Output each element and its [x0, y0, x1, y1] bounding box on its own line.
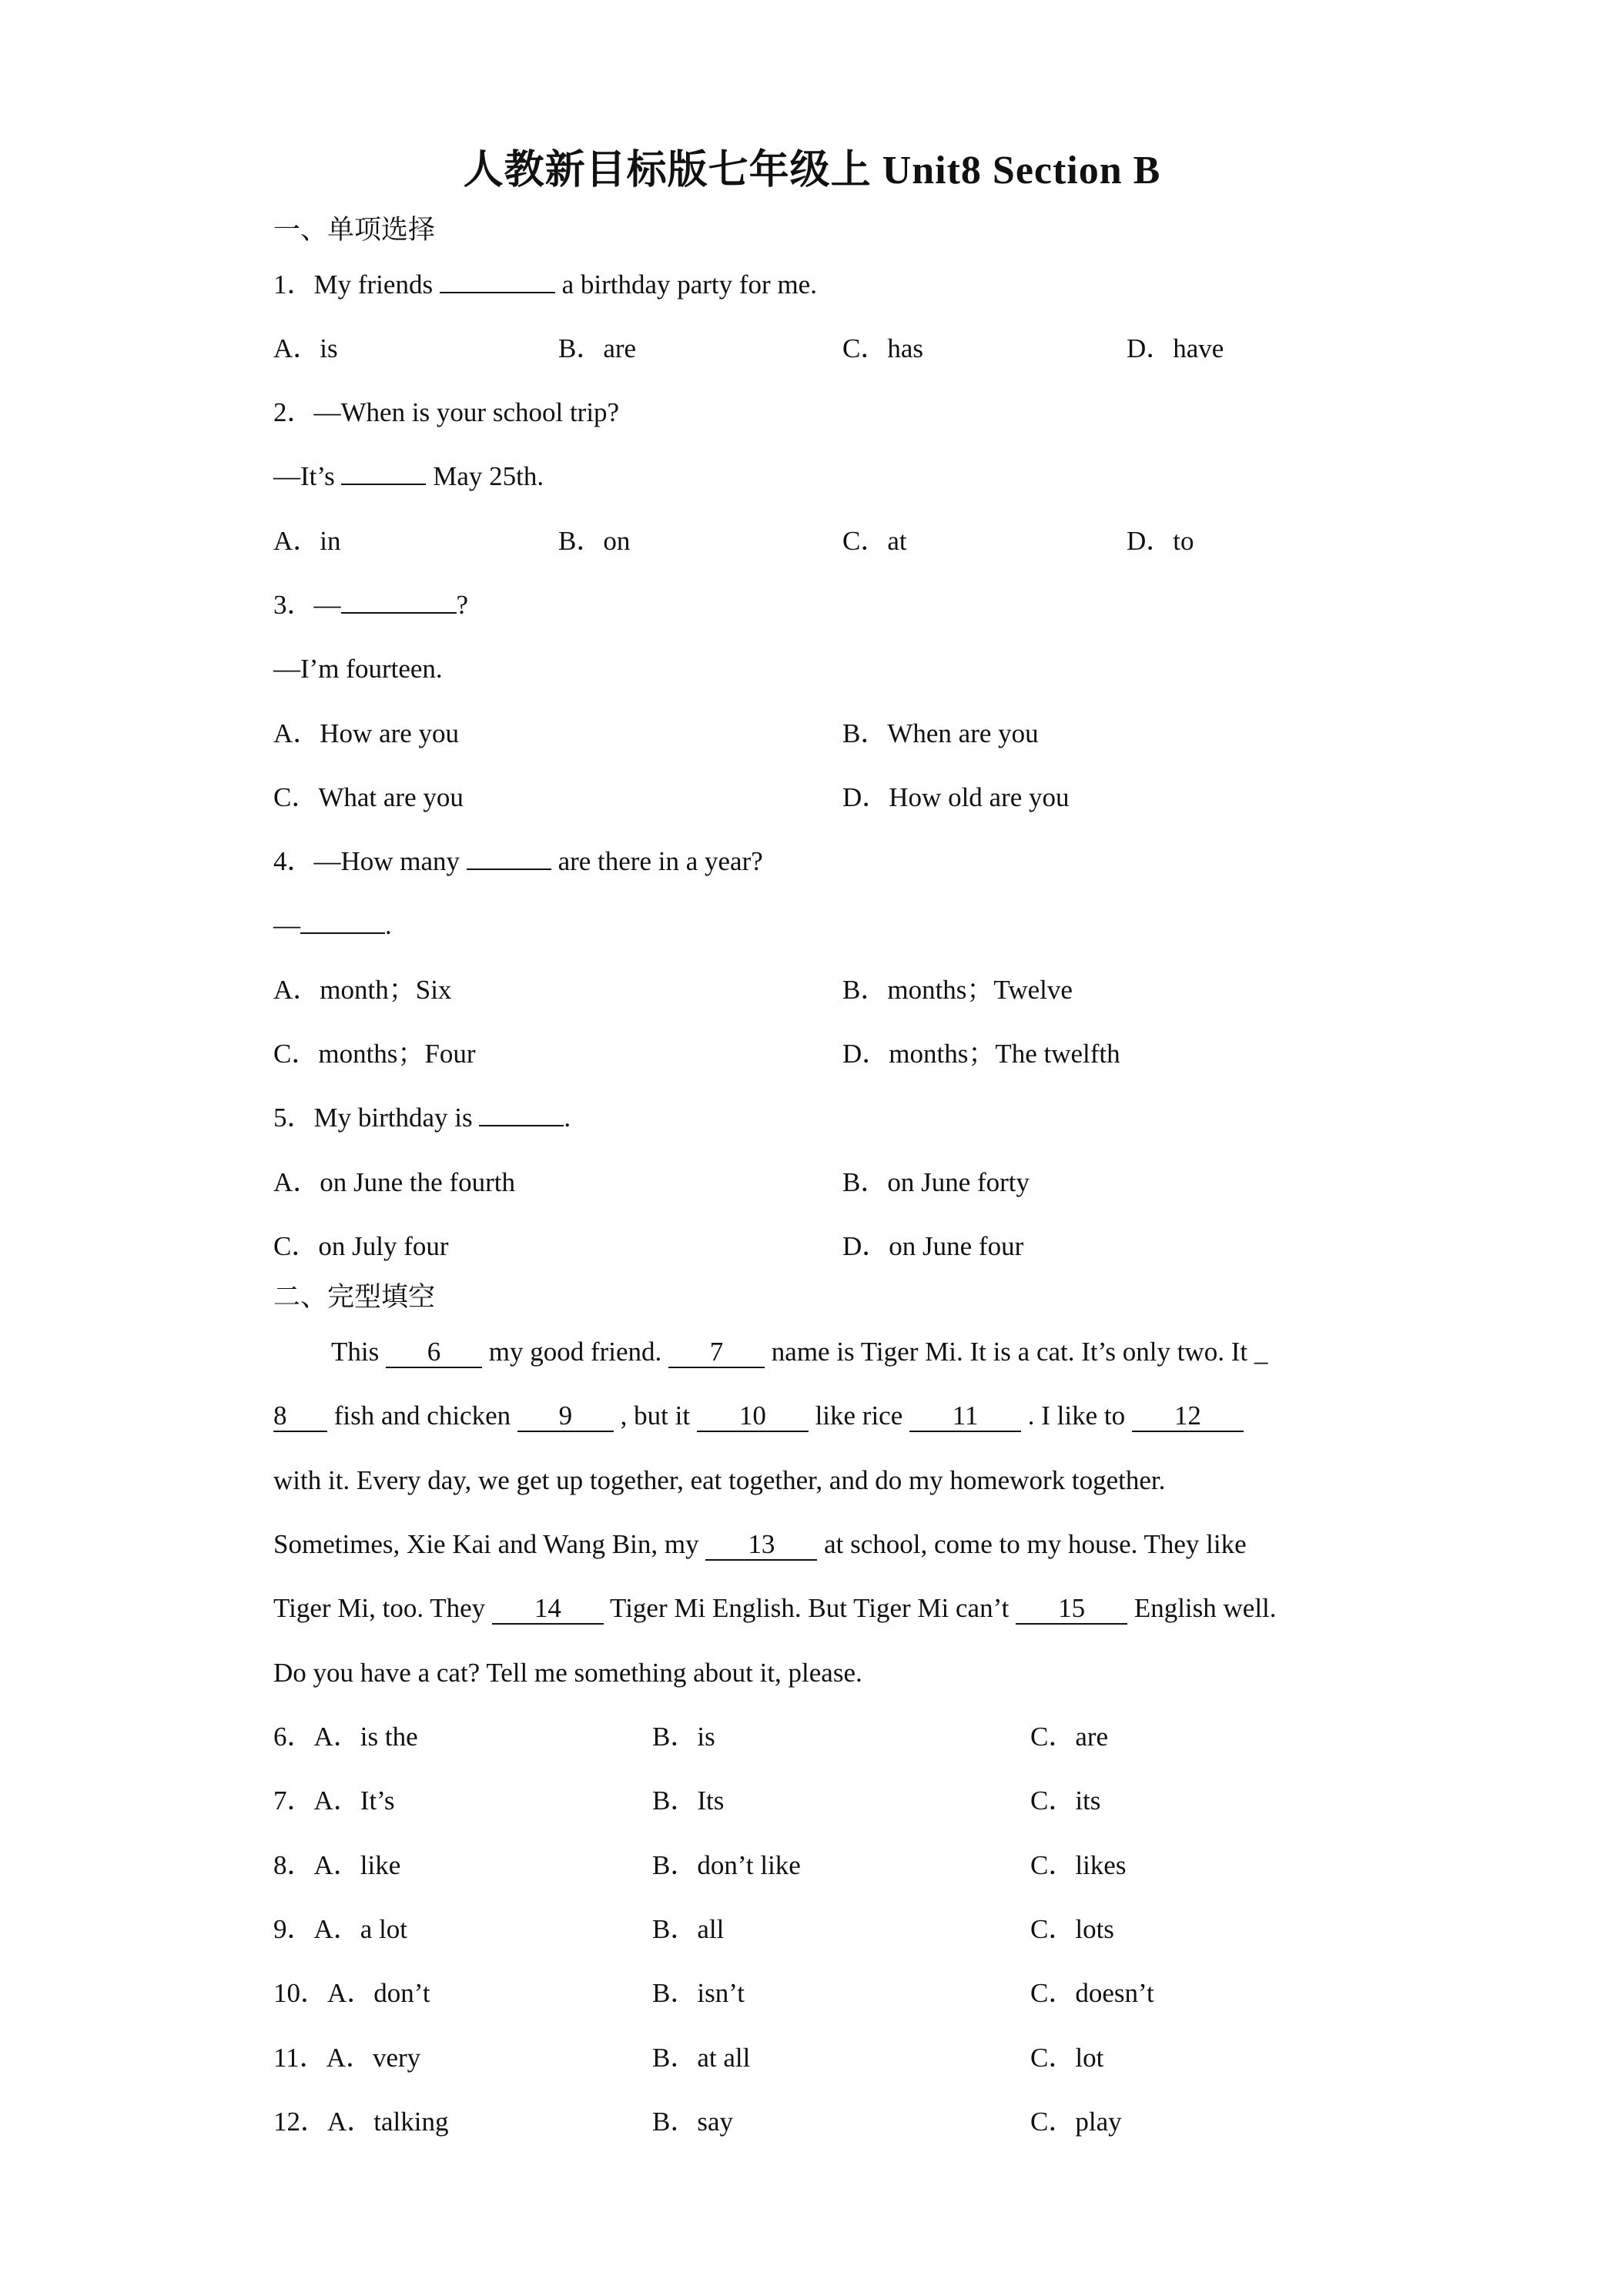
option-d[interactable]: D．How old are you: [842, 782, 1070, 812]
cloze-blank-11[interactable]: 11: [909, 1402, 1021, 1432]
section-heading-cloze: 二、完型填空: [273, 1282, 436, 1313]
option-c[interactable]: C．has: [842, 333, 924, 363]
question-number: 12．: [273, 2107, 328, 2137]
question-4-answer-line: — .: [273, 910, 392, 940]
section-heading-single-choice: 一、单项选择: [273, 215, 436, 246]
option-b[interactable]: B．months；Twelve: [842, 975, 1073, 1005]
option-a[interactable]: [273, 1723, 418, 1750]
option-c[interactable]: C．its: [1030, 1786, 1101, 1816]
passage-line-5: Tiger Mi, too. They 14 Tiger Mi English. But Tiger Mi can’t 15 English well.: [273, 1593, 1277, 1623]
cloze-blank-14[interactable]: 14: [492, 1595, 604, 1625]
option-a[interactable]: A．How are you: [273, 718, 460, 748]
question-3-answer-line: —I’m fourteen.: [273, 654, 443, 684]
option-a[interactable]: A．is: [273, 333, 338, 363]
answer-blank[interactable]: [467, 867, 551, 870]
question-number: 6．: [273, 1722, 314, 1752]
passage-line-2: 8 fish and chicken 9 , but it 10 like rice 11 . I like to 12: [273, 1402, 1244, 1432]
option-c[interactable]: C．play: [1030, 2107, 1122, 2137]
option-c[interactable]: C．lot: [1030, 2043, 1104, 2073]
question-1: 1．My friends a birthday party for me.: [273, 269, 817, 300]
option-b[interactable]: B．at all: [652, 2043, 751, 2073]
page-title: 人教新目标版七年级上 Unit8 Section B: [463, 149, 1161, 192]
option-c[interactable]: C．What are you: [273, 782, 464, 812]
option-b[interactable]: B．on June forty: [842, 1167, 1030, 1197]
question-2: 2．—When is your school trip?: [273, 397, 620, 427]
option-c[interactable]: C．doesn’t: [1030, 1978, 1154, 2008]
option-c[interactable]: C．months；Four: [273, 1039, 476, 1069]
option-a-label: A．very: [326, 2043, 421, 2073]
passage-line-6: Do you have a cat? Tell me something about it, please.: [273, 1658, 862, 1688]
option-a-label: A．It’s: [313, 1786, 395, 1816]
option-a[interactable]: A．month；Six: [273, 975, 452, 1005]
answer-blank[interactable]: [341, 482, 426, 485]
cloze-blank-6[interactable]: 6: [386, 1338, 482, 1368]
option-b[interactable]: B．are: [558, 333, 637, 363]
question-2-answer-line: —It’s May 25th.: [273, 461, 544, 491]
option-d[interactable]: D．to: [1127, 526, 1194, 556]
option-b[interactable]: B．say: [652, 2107, 734, 2137]
cloze-blank-10[interactable]: 10: [697, 1402, 809, 1432]
cloze-blank-9[interactable]: 9: [517, 1402, 614, 1432]
option-d[interactable]: D．on June four: [842, 1231, 1024, 1261]
option-a-label: A．like: [313, 1850, 401, 1880]
option-c[interactable]: C．lots: [1030, 1914, 1114, 1944]
option-b[interactable]: B．on: [558, 526, 631, 556]
cloze-blank-13[interactable]: 13: [705, 1531, 817, 1561]
option-a[interactable]: A．on June the fourth: [273, 1167, 515, 1197]
question-number: 10．: [273, 1978, 328, 2008]
option-b[interactable]: B．all: [652, 1914, 725, 1944]
question-number: 9．: [273, 1914, 314, 1944]
cloze-blank-12[interactable]: 12: [1132, 1402, 1244, 1432]
option-a[interactable]: [273, 1787, 395, 1814]
option-a-label: A．is the: [313, 1722, 418, 1752]
question-5: 5．My birthday is .: [273, 1103, 571, 1133]
option-b[interactable]: B．isn’t: [652, 1978, 745, 2008]
answer-blank[interactable]: [300, 931, 385, 934]
passage-line-3: with it. Every day, we get up together, eat together, and do my homework together.: [273, 1465, 1166, 1495]
question-number: 11．: [273, 2043, 326, 2073]
passage-line-4: Sometimes, Xie Kai and Wang Bin, my 13 at school, come to my house. They like: [273, 1529, 1247, 1559]
option-a-label: A．a lot: [313, 1914, 408, 1944]
option-c[interactable]: C．are: [1030, 1722, 1109, 1752]
cloze-blank-7[interactable]: 7: [668, 1338, 765, 1368]
option-b[interactable]: B．Its: [652, 1786, 725, 1816]
question-number: 7．: [273, 1786, 314, 1816]
question-number: 8．: [273, 1850, 314, 1880]
option-d[interactable]: D．months；The twelfth: [842, 1039, 1120, 1069]
option-c[interactable]: C．at: [842, 526, 907, 556]
option-c[interactable]: C．on July four: [273, 1231, 449, 1261]
option-c[interactable]: C．likes: [1030, 1850, 1127, 1880]
option-b[interactable]: B．When are you: [842, 718, 1039, 748]
option-a[interactable]: [273, 1916, 407, 1943]
option-a[interactable]: [273, 2108, 449, 2135]
question-4: 4．—How many are there in a year?: [273, 846, 763, 876]
option-b[interactable]: B．don’t like: [652, 1850, 801, 1880]
option-b[interactable]: B．is: [652, 1722, 715, 1752]
answer-blank[interactable]: [440, 290, 555, 293]
option-a[interactable]: [273, 2044, 420, 2071]
option-a-label: A．don’t: [327, 1978, 430, 2008]
passage-line-1: This 6 my good friend. 7 name is Tiger Mi. It is a cat. It’s only two. It _: [331, 1337, 1268, 1367]
answer-blank[interactable]: [341, 611, 457, 614]
option-a-label: A．talking: [327, 2107, 449, 2137]
cloze-blank-15[interactable]: 15: [1016, 1595, 1127, 1625]
option-a[interactable]: [273, 1980, 430, 2006]
option-a[interactable]: A．in: [273, 526, 341, 556]
answer-blank[interactable]: [479, 1123, 564, 1126]
option-d[interactable]: D．have: [1127, 333, 1224, 363]
cloze-blank-8[interactable]: 8: [273, 1402, 327, 1432]
question-3: 3．— ?: [273, 590, 469, 620]
option-a[interactable]: [273, 1852, 400, 1879]
